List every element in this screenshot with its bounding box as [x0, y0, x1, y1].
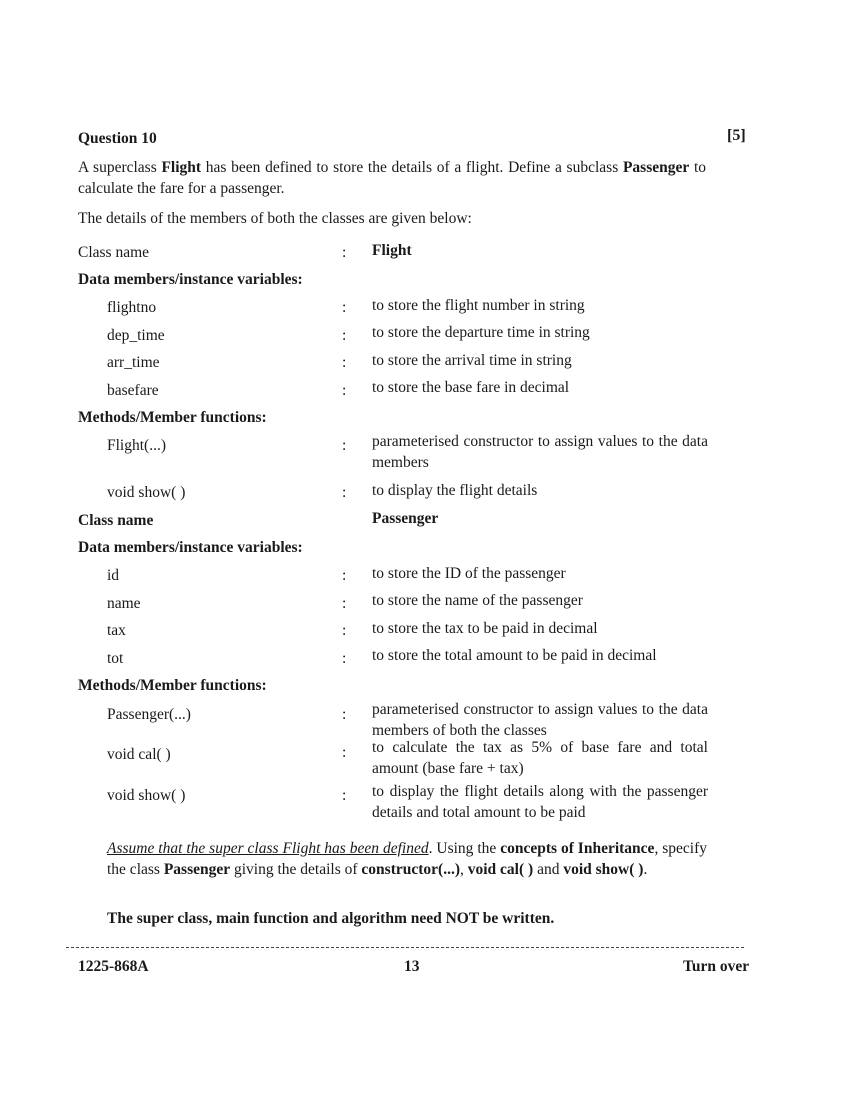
- question-intro: A superclass Flight has been defined to store the details of a flight. Define a subclass Passenger to calculate the fare for a passenger.: [78, 159, 706, 197]
- colon: :: [342, 787, 347, 804]
- methods-heading: Methods/Member functions:: [78, 409, 267, 426]
- assumption-text: Assume that the super class Flight has been defined: [107, 840, 429, 857]
- closing-instruction: Assume that the super class Flight has been defined. Using the concepts of Inheritance, specify the class Passenger giving the details of constructor(...), void cal( ) and void show( ).: [107, 840, 708, 878]
- member-name: tax: [107, 622, 126, 639]
- colon: :: [342, 744, 347, 761]
- member-name: flightno: [107, 299, 157, 316]
- method-desc: parameterised constructor to assign values to the data members of both the classes: [372, 701, 708, 739]
- method-desc: to display the flight details: [372, 482, 538, 499]
- colon: :: [342, 706, 347, 723]
- data-members-heading: Data members/instance variables:: [78, 539, 303, 556]
- member-desc: to store the base fare in decimal: [372, 379, 570, 396]
- method-desc: to display the flight details along with the passenger details and total amount to be paid: [372, 783, 708, 821]
- method-desc: to calculate the tax as 5% of base fare and total amount (base fare + tax): [372, 739, 708, 777]
- member-name: id: [107, 567, 120, 584]
- member-desc: to store the tax to be paid in decimal: [372, 620, 598, 637]
- methods-heading: Methods/Member functions:: [78, 677, 267, 694]
- method-name: Flight(...): [107, 437, 166, 454]
- method-name: Passenger(...): [107, 706, 191, 723]
- colon: :: [342, 567, 347, 584]
- member-name: basefare: [107, 382, 159, 399]
- dashed-divider: [66, 947, 744, 948]
- member-desc: to store the arrival time in string: [372, 352, 572, 369]
- page-number: 13: [404, 958, 420, 975]
- member-name: arr_time: [107, 354, 160, 371]
- colon: :: [342, 299, 347, 316]
- colon: :: [342, 595, 347, 612]
- question-title: Question 10: [78, 130, 157, 147]
- data-members-heading: Data members/instance variables:: [78, 271, 303, 288]
- flight-keyword: Flight: [161, 159, 202, 176]
- colon: :: [342, 622, 347, 639]
- member-desc: to store the total amount to be paid in decimal: [372, 647, 657, 664]
- marks-label: [5]: [727, 127, 746, 144]
- colon: :: [342, 327, 347, 344]
- colon: :: [342, 244, 347, 261]
- colon: :: [342, 354, 347, 371]
- member-name: tot: [107, 650, 124, 667]
- method-name: void show( ): [107, 787, 186, 804]
- colon: :: [342, 437, 347, 454]
- colon: :: [342, 484, 347, 501]
- note-text: The super class, main function and algorithm need NOT be written.: [107, 910, 555, 927]
- member-name: name: [107, 595, 141, 612]
- member-desc: to store the flight number in string: [372, 297, 585, 314]
- class-name-label: Class name: [78, 512, 154, 529]
- member-desc: to store the ID of the passenger: [372, 565, 566, 582]
- paper-code: 1225-868A: [78, 958, 149, 975]
- details-line: The details of the members of both the classes are given below:: [78, 210, 472, 227]
- passenger-class-name: Passenger: [372, 510, 439, 527]
- colon: :: [342, 382, 347, 399]
- turn-over-label: Turn over: [683, 958, 750, 975]
- method-name: void cal( ): [107, 746, 171, 763]
- method-name: void show( ): [107, 484, 186, 501]
- member-desc: to store the name of the passenger: [372, 592, 583, 609]
- flight-class-name: Flight: [372, 242, 412, 259]
- member-name: dep_time: [107, 327, 165, 344]
- method-desc: parameterised constructor to assign values to the data members: [372, 433, 708, 471]
- member-desc: to store the departure time in string: [372, 324, 590, 341]
- class-name-label: Class name: [78, 244, 150, 261]
- colon: :: [342, 650, 347, 667]
- passenger-keyword: Passenger: [622, 159, 690, 176]
